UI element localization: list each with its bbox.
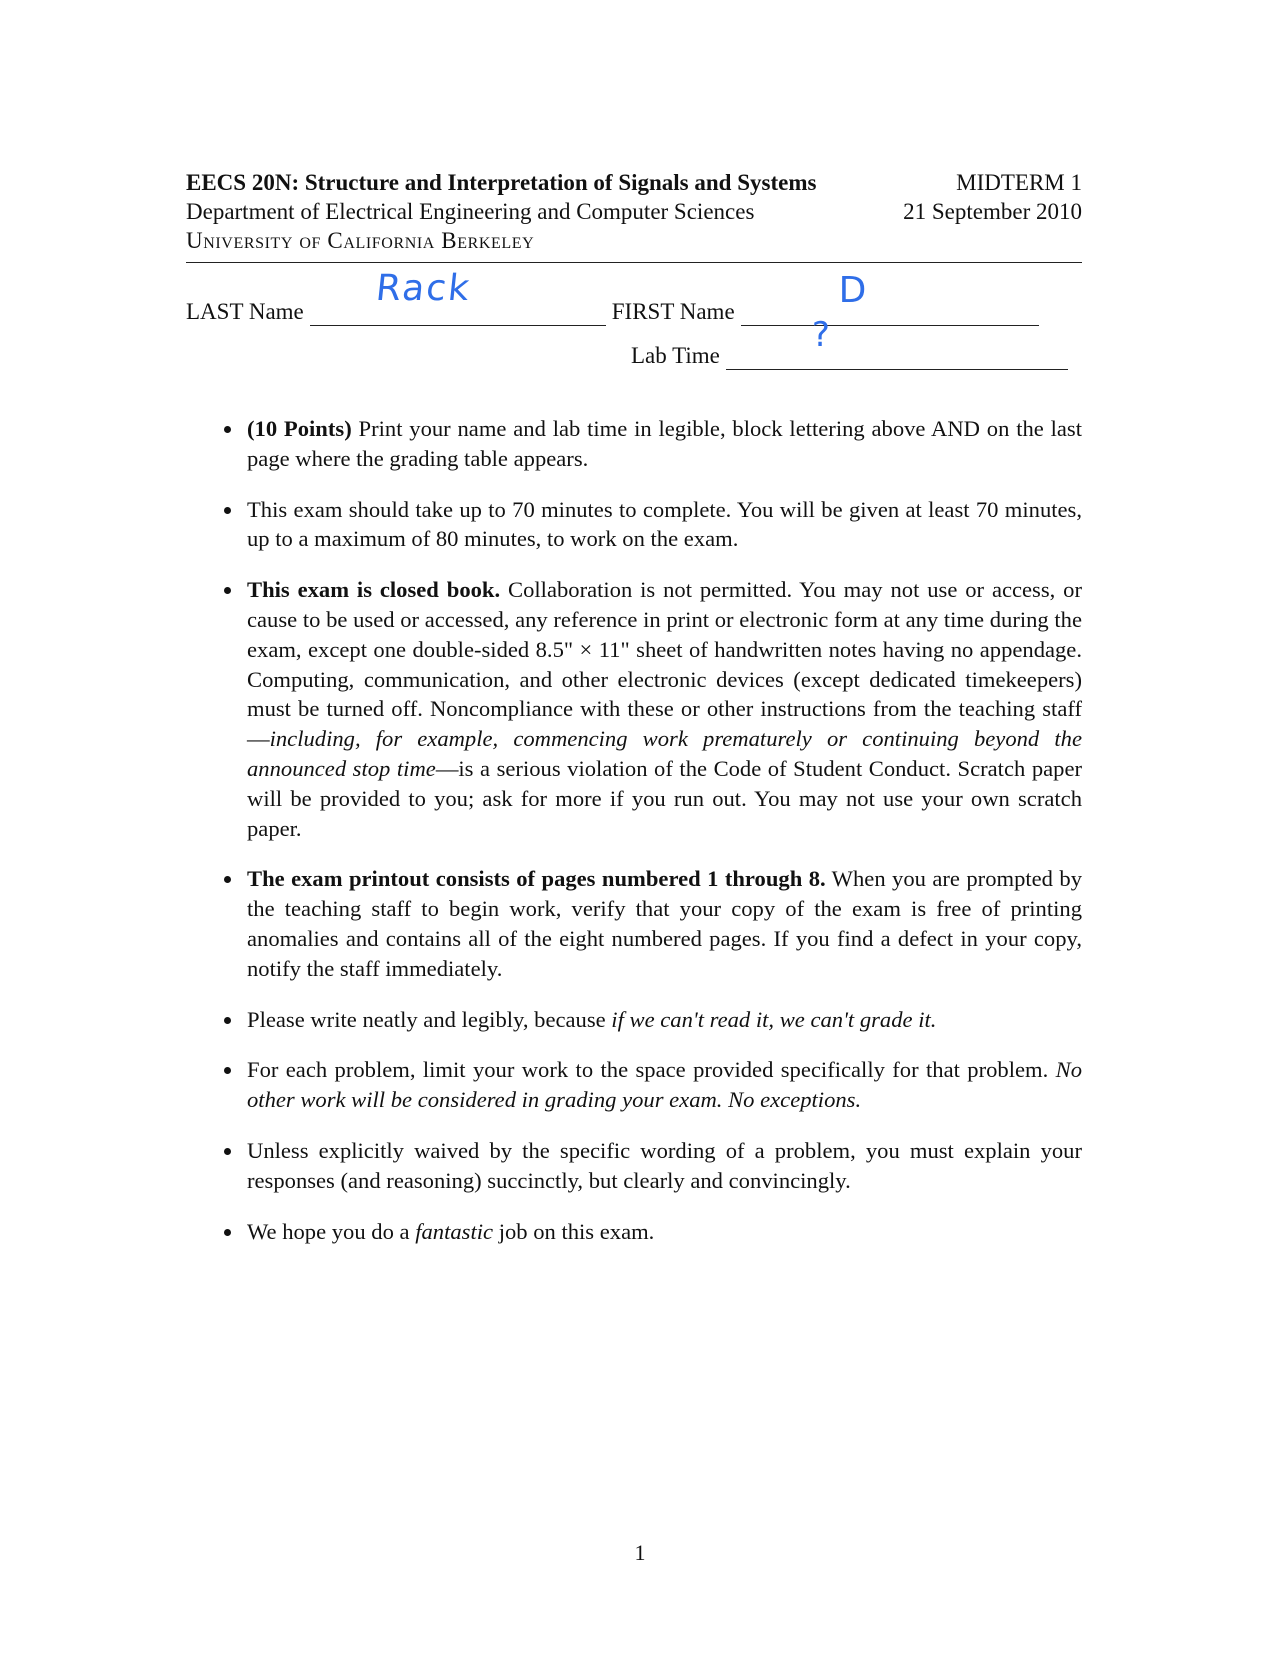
department-name: Department of Electrical Engineering and Computer Sciences [186, 199, 755, 224]
university-name: University of California Berkeley [186, 228, 535, 253]
instruction-item [222, 414, 1082, 474]
header-line-2 [186, 197, 1082, 226]
instruction-text: Unless explicitly waived by the specific wording of a problem, you must explain your responses (and reasoning) succinctly, but clearly and convincingly. [247, 1137, 1082, 1193]
bullet-icon [224, 1148, 231, 1155]
exam-name: MIDTERM 1 [956, 170, 1082, 195]
bullet-icon [224, 426, 231, 433]
lab-time-row [631, 315, 1068, 370]
exam-header [186, 168, 1082, 255]
first-name-field[interactable] [741, 270, 1039, 326]
instruction-text: Please write neatly and legibly, because [247, 1006, 612, 1032]
instruction-text: Collaboration is not permitted. You may not use or access, or cause to be used or accessed, any reference in print or electronic form at any time during the exam, except one double-sided 8.5" × 11" sheet of handwritten notes having no appendage. Computing, communication, and other electronic devices (except dedicated timekeepers) must be turned off. Noncompliance with these or other instructions from the teaching staff— [247, 577, 1082, 752]
header-line-1 [186, 168, 1082, 197]
last-name-handwritten: Rack [373, 268, 473, 309]
instruction-text: We hope you do a [247, 1218, 416, 1244]
instruction-emphasis: (10 Points) [247, 416, 352, 441]
instruction-item [222, 495, 1082, 555]
page-number: 1 [634, 1540, 646, 1565]
instruction-item [222, 575, 1082, 843]
last-name-label: LAST Name [186, 299, 304, 324]
header-divider [186, 262, 1082, 263]
instruction-text: For each problem, limit your work to the space provided specifically for that problem. [247, 1057, 1056, 1083]
instructions-list [222, 414, 1082, 1267]
instruction-text: Print your name and lab time in legible, block lettering above AND on the last page where the grading table appears. [247, 416, 1082, 471]
bullet-icon [224, 876, 231, 883]
instruction-item [222, 864, 1082, 983]
instruction-item [222, 1136, 1082, 1196]
instruction-text: This exam should take up to 70 minutes to complete. You will be given at least 70 minutes, up to a maximum of 80 minutes, to work on the exam. [247, 496, 1082, 552]
bullet-icon [224, 1229, 231, 1236]
header-line-3 [186, 226, 1082, 255]
instruction-item [222, 1055, 1082, 1115]
instruction-text: When you are prompted by the teaching staff to begin work, verify that your copy of the exam is free of printing anomalies and contains all of the eight numbered pages. If you find a defect in your copy, notify the staff immediately. [247, 866, 1082, 981]
instruction-item [222, 1217, 1082, 1247]
instruction-item [222, 1005, 1082, 1035]
lab-time-field[interactable] [726, 315, 1068, 370]
lab-time-handwritten: ? [811, 315, 830, 355]
bullet-icon [224, 507, 231, 514]
bullet-icon [224, 1067, 231, 1074]
lab-time-label: Lab Time [631, 343, 720, 368]
instruction-italic: if we can't read it, we can't grade it. [611, 1006, 937, 1032]
bullet-icon [224, 1017, 231, 1024]
instruction-emphasis: The exam printout consists of pages numbered 1 through 8. [247, 866, 826, 892]
last-name-field[interactable] [310, 268, 606, 326]
instruction-emphasis: This exam is closed book. [247, 577, 501, 603]
course-title: EECS 20N: Structure and Interpretation of Signals and Systems [186, 170, 817, 195]
instruction-italic: No other work will be considered in grading your exam. No exceptions. [247, 1057, 1082, 1113]
first-name-label: FIRST Name [611, 299, 735, 324]
instruction-text: job on this exam. [493, 1218, 655, 1244]
bullet-icon [224, 587, 231, 594]
exam-date: 21 September 2010 [903, 199, 1082, 224]
first-name-handwritten: D [838, 270, 867, 311]
instruction-text: —is a serious violation of the Code of Student Conduct. Scratch paper will be provided to you; ask for more if you run out. You may not use your own scratch paper. [247, 755, 1083, 841]
instruction-italic: including, for example, commencing work prematurely or continuing beyond the announced stop time [247, 726, 1082, 781]
instruction-italic: fantastic [415, 1218, 494, 1244]
name-row [186, 268, 1039, 326]
